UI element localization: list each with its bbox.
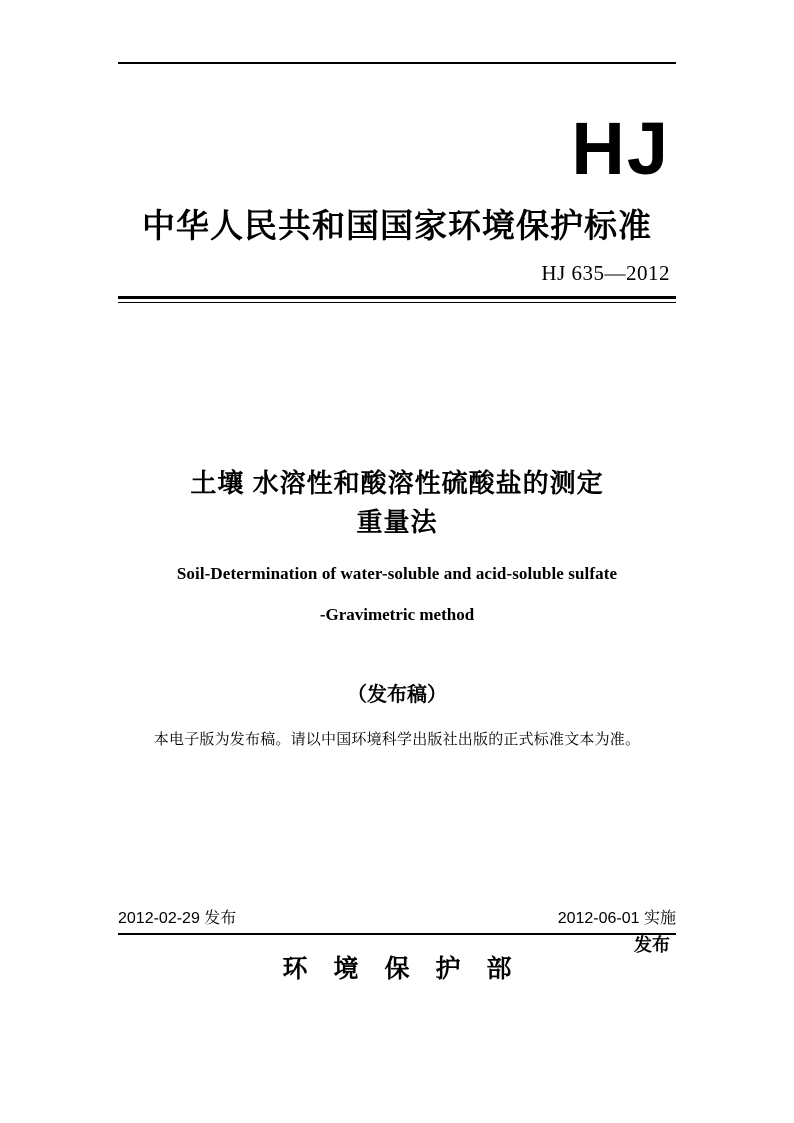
header-block	[118, 62, 676, 303]
main-title-block	[97, 466, 697, 625]
standard-number: HJ 635—2012	[541, 261, 670, 285]
draft-note: 本电子版为发布稿。请以中国环境科学出版社出版的正式标准文本为准。	[153, 731, 641, 748]
standard-authority-title: 中华人民共和国国家环境保护标准	[142, 207, 652, 244]
issue-date: 2012-02-29 发布	[118, 910, 237, 927]
header-rule-thin	[118, 302, 676, 303]
title-cn-line2: 重量法	[356, 507, 438, 538]
publish-word: 发布	[634, 935, 670, 955]
footer-dates	[118, 905, 676, 931]
footer-rule	[118, 933, 676, 935]
issuer-name: 环境保护部	[282, 955, 538, 983]
issuer-row	[118, 935, 676, 989]
title-en-line2: -Gravimetric method	[319, 605, 475, 625]
header-top-rule	[118, 62, 676, 64]
header-rule-thick	[118, 296, 676, 299]
title-cn-line1: 土壤 水溶性和酸溶性硫酸盐的测定	[190, 468, 604, 498]
draft-label: （发布稿）	[347, 684, 447, 706]
header-bottom-rules	[118, 296, 676, 303]
title-en-line1: Soil-Determination of water-soluble and acid-soluble sulfate	[176, 564, 618, 584]
effective-date: 2012-06-01 实施	[557, 910, 676, 927]
hj-logo: HJ	[571, 107, 670, 190]
footer-block	[118, 905, 676, 989]
